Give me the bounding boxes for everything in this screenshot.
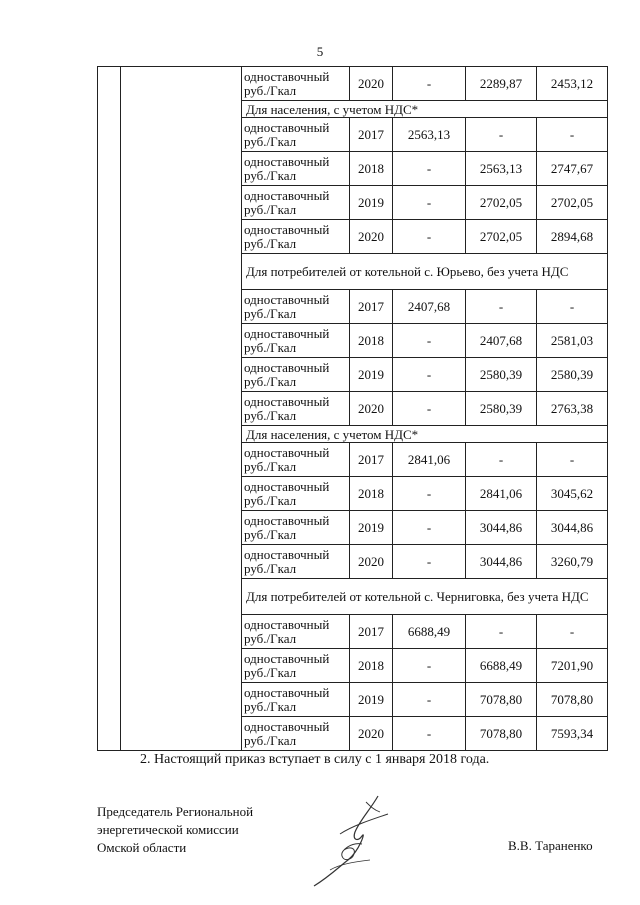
tariff-table (97, 66, 608, 751)
value-cell: 7593,34 (537, 717, 608, 751)
value-cell: 3044,86 (466, 511, 537, 545)
tariff-type-cell: одноставочный руб./Гкал (242, 545, 350, 579)
table-row (98, 67, 608, 101)
value-cell: 7201,90 (537, 649, 608, 683)
value-cell: 2563,13 (466, 152, 537, 186)
value-cell: 2407,68 (393, 290, 466, 324)
value-cell: - (466, 443, 537, 477)
value-cell: 6688,49 (466, 649, 537, 683)
year-cell: 2017 (350, 118, 393, 152)
signatory-title-line-2: энергетической комиссии (97, 822, 239, 837)
value-cell: 2841,06 (393, 443, 466, 477)
value-cell: 2702,05 (466, 186, 537, 220)
value-cell: 3044,86 (466, 545, 537, 579)
value-cell: 7078,80 (537, 683, 608, 717)
signatory-title-line-3: Омской области (97, 840, 187, 855)
value-cell: - (466, 290, 537, 324)
value-cell: 2894,68 (537, 220, 608, 254)
value-cell: - (393, 324, 466, 358)
year-cell: 2020 (350, 67, 393, 101)
tariff-type-cell: одноставочный руб./Гкал (242, 220, 350, 254)
tariff-type-cell: одноставочный руб./Гкал (242, 290, 350, 324)
clause-text: 2. Настоящий приказ вступает в силу с 1 января 2018 года. (140, 752, 490, 767)
value-cell: 2407,68 (466, 324, 537, 358)
value-cell: - (466, 118, 537, 152)
value-cell: 7078,80 (466, 717, 537, 751)
value-cell: 2453,12 (537, 67, 608, 101)
year-cell: 2020 (350, 392, 393, 426)
value-cell: 3260,79 (537, 545, 608, 579)
tariff-type-cell: одноставочный руб./Гкал (242, 683, 350, 717)
year-cell: 2018 (350, 477, 393, 511)
value-cell: - (537, 118, 608, 152)
year-cell: 2019 (350, 511, 393, 545)
year-cell: 2018 (350, 152, 393, 186)
section-title: Для населения, с учетом НДС* (242, 101, 608, 118)
value-cell: - (393, 649, 466, 683)
tariff-type-cell: одноставочный руб./Гкал (242, 477, 350, 511)
handwritten-signature-icon (300, 790, 410, 890)
year-cell: 2019 (350, 186, 393, 220)
tariff-type-cell: одноставочный руб./Гкал (242, 358, 350, 392)
signatory-name: В.В. Тараненко (508, 838, 593, 853)
value-cell: - (393, 152, 466, 186)
year-cell: 2018 (350, 649, 393, 683)
value-cell: 2763,38 (537, 392, 608, 426)
value-cell: - (537, 443, 608, 477)
value-cell: - (393, 220, 466, 254)
signatory-title-line-1: Председатель Региональной (97, 804, 254, 819)
value-cell: 2841,06 (466, 477, 537, 511)
value-cell: - (393, 67, 466, 101)
tariff-type-cell: одноставочный руб./Гкал (242, 443, 350, 477)
year-cell: 2020 (350, 717, 393, 751)
year-cell: 2019 (350, 358, 393, 392)
left-column-blank (98, 67, 121, 751)
left-column-blank (121, 67, 242, 751)
year-cell: 2018 (350, 324, 393, 358)
year-cell: 2017 (350, 615, 393, 649)
value-cell: 2580,39 (466, 392, 537, 426)
page-number: 5 (316, 44, 324, 59)
value-cell: - (393, 717, 466, 751)
year-cell: 2017 (350, 443, 393, 477)
value-cell: - (537, 290, 608, 324)
value-cell: 2289,87 (466, 67, 537, 101)
value-cell: 2747,67 (537, 152, 608, 186)
value-cell: 2563,13 (393, 118, 466, 152)
value-cell: - (393, 683, 466, 717)
section-title: Для потребителей от котельной с. Юрьево, без учета НДС (242, 254, 608, 290)
tariff-type-cell: одноставочный руб./Гкал (242, 615, 350, 649)
value-cell: - (466, 615, 537, 649)
value-cell: 2580,39 (466, 358, 537, 392)
value-cell: - (393, 392, 466, 426)
value-cell: - (393, 186, 466, 220)
year-cell: 2020 (350, 220, 393, 254)
year-cell: 2019 (350, 683, 393, 717)
tariff-type-cell: одноставочный руб./Гкал (242, 717, 350, 751)
tariff-type-cell: одноставочный руб./Гкал (242, 324, 350, 358)
value-cell: 6688,49 (393, 615, 466, 649)
value-cell: - (393, 545, 466, 579)
tariff-type-cell: одноставочный руб./Гкал (242, 649, 350, 683)
year-cell: 2020 (350, 545, 393, 579)
signatory-block (97, 803, 253, 857)
tariff-type-cell: одноставочный руб./Гкал (242, 511, 350, 545)
year-cell: 2017 (350, 290, 393, 324)
tariff-type-cell: одноставочный руб./Гкал (242, 152, 350, 186)
value-cell: - (393, 477, 466, 511)
value-cell: - (537, 615, 608, 649)
tariff-type-cell: одноставочный руб./Гкал (242, 118, 350, 152)
value-cell: 3045,62 (537, 477, 608, 511)
value-cell: 2702,05 (537, 186, 608, 220)
value-cell: 3044,86 (537, 511, 608, 545)
tariff-type-cell: одноставочный руб./Гкал (242, 67, 350, 101)
tariff-type-cell: одноставочный руб./Гкал (242, 392, 350, 426)
section-title: Для потребителей от котельной с. Черниговка, без учета НДС (242, 579, 608, 615)
value-cell: 2702,05 (466, 220, 537, 254)
value-cell: 2581,03 (537, 324, 608, 358)
value-cell: - (393, 511, 466, 545)
value-cell: 2580,39 (537, 358, 608, 392)
tariff-type-cell: одноставочный руб./Гкал (242, 186, 350, 220)
value-cell: - (393, 358, 466, 392)
value-cell: 7078,80 (466, 683, 537, 717)
section-title: Для населения, с учетом НДС* (242, 426, 608, 443)
